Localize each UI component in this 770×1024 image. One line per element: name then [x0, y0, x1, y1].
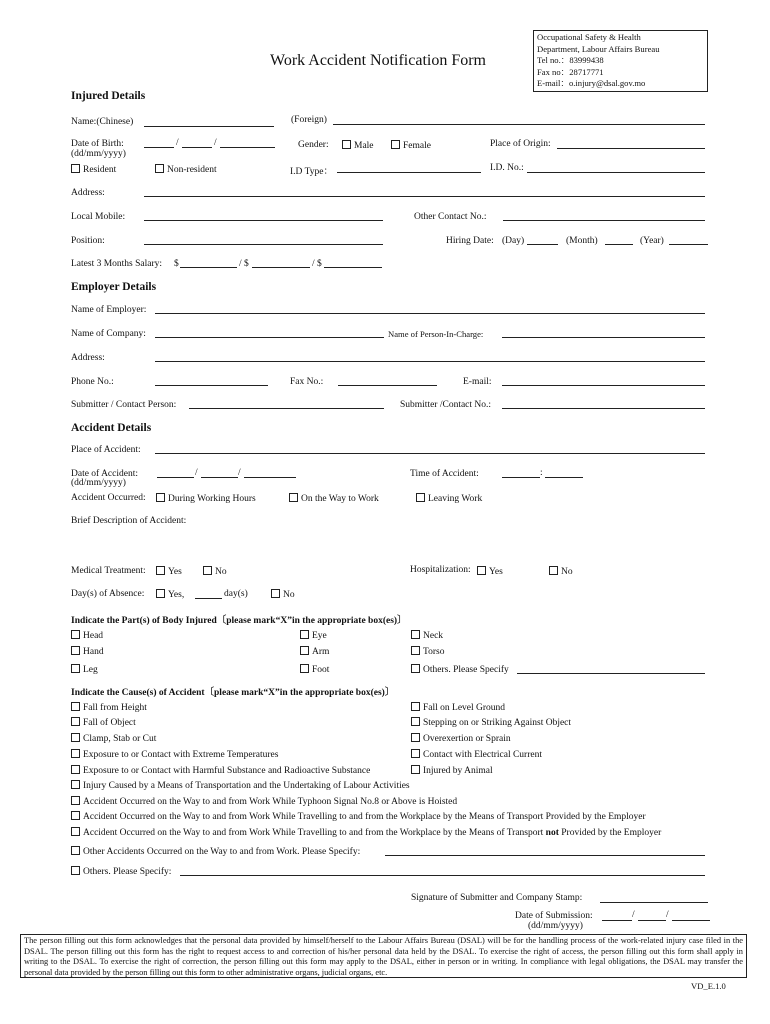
- injured-address-label: Address:: [71, 188, 105, 198]
- cause-fall-object[interactable]: Fall of Object: [71, 717, 136, 728]
- absence-yes-option[interactable]: Yes,: [156, 589, 184, 600]
- checkbox-icon[interactable]: [342, 140, 351, 149]
- salary-month3-field[interactable]: [324, 267, 382, 268]
- dob-sep-2: /: [214, 138, 217, 148]
- person-in-charge-field[interactable]: [502, 337, 705, 338]
- hiring-day-field[interactable]: [527, 244, 558, 245]
- contact-info-box: [533, 30, 708, 92]
- checkbox-icon[interactable]: [289, 493, 298, 502]
- person-in-charge-label: Name of Person-In-Charge:: [388, 329, 484, 339]
- place-origin-field[interactable]: [557, 148, 705, 149]
- cause-extreme-temperatures[interactable]: Exposure to or Contact with Extreme Temperatures: [71, 749, 278, 760]
- cause-harmful-substance[interactable]: Exposure to or Contact with Harmful Substance and Radioactive Substance: [71, 765, 370, 776]
- fax-label: Fax No.:: [290, 377, 324, 387]
- salary-dollar-2: / $: [239, 259, 249, 269]
- salary-label: Latest 3 Months Salary:: [71, 259, 163, 269]
- id-no-label: I.D. No.:: [490, 163, 524, 173]
- id-no-field[interactable]: [527, 172, 705, 173]
- dob-sep-1: /: [176, 138, 179, 148]
- hiring-month-label: (Month): [566, 236, 598, 246]
- name-foreign-field[interactable]: [333, 124, 705, 125]
- accident-time-sep: :: [540, 468, 543, 478]
- body-eye-option[interactable]: Eye: [300, 630, 327, 641]
- contact-email: E-mail：o.injury@dsal.gov.mo: [537, 78, 646, 89]
- checkbox-icon[interactable]: [416, 493, 425, 502]
- id-type-field[interactable]: [337, 172, 481, 173]
- salary-month1-field[interactable]: [180, 267, 237, 268]
- submission-date-sep-2: /: [666, 910, 669, 920]
- other-contact-label: Other Contact No.:: [414, 212, 487, 222]
- other-contact-field[interactable]: [503, 220, 705, 221]
- submitter-person-field[interactable]: [189, 408, 384, 409]
- hiring-date-label: Hiring Date:: [446, 236, 494, 246]
- body-torso-option[interactable]: Torso: [411, 646, 445, 657]
- checkbox-icon[interactable]: [411, 646, 420, 655]
- injured-heading: Injured Details: [71, 90, 146, 102]
- contact-dept-line2: Department, Labour Affairs Bureau: [537, 43, 660, 54]
- fax-field[interactable]: [338, 385, 437, 386]
- checkbox-icon[interactable]: [477, 566, 486, 575]
- checkbox-icon[interactable]: [300, 646, 309, 655]
- accident-date-sep-2: /: [238, 468, 241, 478]
- checkbox-icon[interactable]: [71, 827, 80, 836]
- checkbox-icon[interactable]: [71, 630, 80, 639]
- body-foot-option[interactable]: Foot: [300, 664, 329, 675]
- checkbox-icon[interactable]: [71, 646, 80, 655]
- id-type-label: I.D Type：: [290, 167, 333, 177]
- accident-year-field[interactable]: [244, 477, 296, 478]
- cause-typhoon[interactable]: Accident Occurred on the Way to and from Work While Typhoon Signal No.8 or Above is Hoisted: [71, 796, 457, 807]
- place-origin-label: Place of Origin:: [490, 139, 551, 149]
- checkbox-icon[interactable]: [71, 717, 80, 726]
- employer-name-label: Name of Employer:: [71, 305, 147, 315]
- hiring-day-label: (Day): [502, 236, 525, 246]
- dob-month-field[interactable]: [182, 147, 212, 148]
- on-way-option[interactable]: On the Way to Work: [289, 493, 379, 504]
- accident-month-field[interactable]: [201, 477, 238, 478]
- checkbox-icon[interactable]: [71, 765, 80, 774]
- dob-format: (dd/mm/yyyy): [71, 149, 126, 159]
- checkbox-icon[interactable]: [71, 811, 80, 820]
- body-others-field[interactable]: [517, 673, 705, 674]
- medical-yes-option[interactable]: Yes: [156, 566, 182, 577]
- submission-date-sep-1: /: [632, 910, 635, 920]
- dob-label: Date of Birth:: [71, 139, 124, 149]
- dob-day-field[interactable]: [144, 147, 174, 148]
- submitter-no-label: Submitter /Contact No.:: [400, 400, 492, 410]
- cause-fall-height[interactable]: Fall from Height: [71, 702, 147, 713]
- body-arm-option[interactable]: Arm: [300, 646, 329, 657]
- accident-day-field[interactable]: [157, 477, 194, 478]
- causes-heading: Indicate the Cause(s) of Accident〔please mark“X”in the appropriate box(es)〕: [71, 688, 395, 698]
- employer-address-field[interactable]: [155, 361, 705, 362]
- checkbox-icon[interactable]: [411, 630, 420, 639]
- employer-heading: Employer Details: [71, 281, 157, 293]
- accident-heading: Accident Details: [71, 422, 152, 434]
- hiring-month-field[interactable]: [605, 244, 633, 245]
- checkbox-icon[interactable]: [411, 765, 420, 774]
- checkbox-icon[interactable]: [411, 749, 420, 758]
- cause-clamp-stab-cut[interactable]: Clamp, Stab or Cut: [71, 733, 156, 744]
- submission-year-field[interactable]: [672, 920, 710, 921]
- absence-no-option[interactable]: No: [271, 589, 295, 600]
- company-name-field[interactable]: [155, 337, 384, 338]
- hiring-year-label: (Year): [640, 236, 664, 246]
- body-hand-option[interactable]: Hand: [71, 646, 104, 657]
- form-version: VD_E.1.0: [691, 981, 726, 991]
- checkbox-icon[interactable]: [300, 630, 309, 639]
- cause-animal[interactable]: Injured by Animal: [411, 765, 493, 776]
- submission-day-field[interactable]: [602, 920, 632, 921]
- checkbox-icon[interactable]: [71, 780, 80, 789]
- submission-month-field[interactable]: [638, 920, 666, 921]
- accident-time-label: Time of Accident:: [410, 469, 479, 479]
- email-field[interactable]: [502, 385, 705, 386]
- submission-date-label: Date of Submission:: [515, 911, 593, 921]
- position-field[interactable]: [144, 244, 383, 245]
- cause-overexertion[interactable]: Overexertion or Sprain: [411, 733, 511, 744]
- checkbox-icon[interactable]: [156, 493, 165, 502]
- checkbox-icon[interactable]: [271, 589, 280, 598]
- cause-electrical-current[interactable]: Contact with Electrical Current: [411, 749, 542, 760]
- absence-days-unit: day(s): [224, 589, 248, 599]
- cause-fall-level[interactable]: Fall on Level Ground: [411, 702, 505, 713]
- salary-dollar-1: $: [174, 259, 179, 269]
- checkbox-icon[interactable]: [549, 566, 558, 575]
- accident-hour-field[interactable]: [502, 477, 540, 478]
- checkbox-icon[interactable]: [71, 733, 80, 742]
- medical-treatment-label: Medical Treatment:: [71, 566, 146, 576]
- leaving-work-option[interactable]: Leaving Work: [416, 493, 482, 504]
- hosp-no-option[interactable]: No: [549, 566, 573, 577]
- body-head-option[interactable]: Head: [71, 630, 103, 641]
- position-label: Position:: [71, 236, 105, 246]
- submission-date-format: (dd/mm/yyyy): [528, 921, 583, 931]
- checkbox-icon[interactable]: [411, 733, 420, 742]
- email-label: E-mail:: [463, 377, 492, 387]
- cause-transportation[interactable]: Injury Caused by a Means of Transportation and the Undertaking of Labour Activities: [71, 780, 410, 791]
- absence-label: Day(s) of Absence:: [71, 589, 145, 599]
- cause-other-way-work[interactable]: Other Accidents Occurred on the Way to and from Work. Please Specify:: [71, 846, 360, 857]
- form-title: Work Accident Notification Form: [270, 52, 486, 69]
- checkbox-icon[interactable]: [71, 749, 80, 758]
- checkbox-icon[interactable]: [71, 846, 80, 855]
- contact-dept-line1: Occupational Safety & Health: [537, 32, 641, 42]
- checkbox-icon[interactable]: [71, 796, 80, 805]
- signature-label: Signature of Submitter and Company Stamp:: [411, 893, 583, 903]
- body-neck-option[interactable]: Neck: [411, 630, 443, 641]
- signature-field[interactable]: [600, 902, 708, 903]
- cause-others-field[interactable]: [180, 875, 705, 876]
- cause-transport-provided[interactable]: Accident Occurred on the Way to and from Work While Travelling to and from the Workplace by the Means of Transport Provided by the Employer: [71, 811, 646, 822]
- cause-others[interactable]: Others. Please Specify:: [71, 866, 171, 877]
- gender-female-option[interactable]: Female: [391, 140, 431, 151]
- accident-date-format: (dd/mm/yyyy): [71, 478, 126, 488]
- checkbox-icon[interactable]: [391, 140, 400, 149]
- absence-days-field[interactable]: [195, 598, 222, 599]
- salary-month2-field[interactable]: [252, 267, 310, 268]
- hospitalization-label: Hospitalization:: [410, 565, 471, 575]
- local-mobile-label: Local Mobile:: [71, 212, 126, 222]
- checkbox-icon[interactable]: [300, 664, 309, 673]
- name-chinese-field[interactable]: [144, 126, 274, 127]
- checkbox-icon[interactable]: [71, 702, 80, 711]
- dob-year-field[interactable]: [220, 147, 275, 148]
- injured-address-field[interactable]: [144, 196, 705, 197]
- gender-male-option[interactable]: Male: [342, 140, 374, 151]
- employer-name-field[interactable]: [155, 313, 705, 314]
- hiring-year-field[interactable]: [669, 244, 708, 245]
- checkbox-icon[interactable]: [411, 664, 420, 673]
- name-chinese-label: Name:(Chinese): [71, 117, 134, 127]
- during-work-option[interactable]: During Working Hours: [156, 493, 256, 504]
- gender-label: Gender:: [298, 140, 329, 150]
- brief-description-label: Brief Description of Accident:: [71, 516, 187, 526]
- checkbox-icon[interactable]: [71, 164, 80, 173]
- cause-stepping-striking[interactable]: Stepping on or Striking Against Object: [411, 717, 571, 728]
- body-parts-heading: Indicate the Part(s) of Body Injured〔please mark“X”in the appropriate box(es)〕: [71, 616, 407, 626]
- employer-address-label: Address:: [71, 353, 105, 363]
- hosp-yes-option[interactable]: Yes: [477, 566, 503, 577]
- phone-field[interactable]: [155, 385, 268, 386]
- checkbox-icon[interactable]: [203, 566, 212, 575]
- medical-no-option[interactable]: No: [203, 566, 227, 577]
- company-name-label: Name of Company:: [71, 329, 146, 339]
- accident-date-sep-1: /: [195, 468, 198, 478]
- submitter-no-field[interactable]: [502, 408, 705, 409]
- checkbox-icon[interactable]: [411, 702, 420, 711]
- local-mobile-field[interactable]: [144, 220, 383, 221]
- accident-occurred-label: Accident Occurred:: [71, 493, 146, 503]
- salary-dollar-3: / $: [312, 259, 322, 269]
- accident-date-label: Date of Accident:: [71, 469, 139, 479]
- submitter-person-label: Submitter / Contact Person:: [71, 400, 177, 410]
- name-foreign-label: (Foreign): [291, 115, 327, 125]
- checkbox-icon[interactable]: [156, 566, 165, 575]
- contact-fax: Fax no：28717771: [537, 66, 604, 77]
- body-others-option[interactable]: Others. Please Specify: [411, 664, 509, 675]
- privacy-statement: The person filling out this form acknowledges that the personal data provided by himself/herself to the Labour Affairs Bureau (DSAL) will be for the handling process of the work-related injury case filed in the DSAL. The person filling out this form has the right to request access to and correction of his/her personal data held by the DSAL. To exercise the right of access, the person filling out this form shall apply in writing to the DSAL. To exercise the right of correction, the person filling out this form may apply to the DSAL, either in person or in writing. In compliance with legal obligations, the DSAL may transfer the personal data provided by the person filling out this form to other administrative organs, judicial organs, etc.: [20, 934, 747, 978]
- non-resident-option[interactable]: Non-resident: [155, 164, 217, 175]
- checkbox-icon[interactable]: [156, 589, 165, 598]
- accident-place-label: Place of Accident:: [71, 445, 141, 455]
- checkbox-icon[interactable]: [411, 717, 420, 726]
- cause-transport-not-provided[interactable]: Accident Occurred on the Way to and from Work While Travelling to and from the Workplace by the Means of Transport not Provided by the Employer: [71, 827, 661, 838]
- phone-label: Phone No.:: [71, 377, 114, 387]
- resident-option[interactable]: Resident: [71, 164, 116, 175]
- contact-tel: Tel no.：83999438: [537, 55, 604, 66]
- accident-minute-field[interactable]: [545, 477, 583, 478]
- checkbox-icon[interactable]: [71, 866, 80, 875]
- checkbox-icon[interactable]: [71, 664, 80, 673]
- checkbox-icon[interactable]: [155, 164, 164, 173]
- brief-description-area[interactable]: [71, 528, 705, 558]
- body-leg-option[interactable]: Leg: [71, 664, 98, 675]
- cause-other-way-work-field[interactable]: [385, 855, 705, 856]
- accident-place-field[interactable]: [155, 453, 705, 454]
